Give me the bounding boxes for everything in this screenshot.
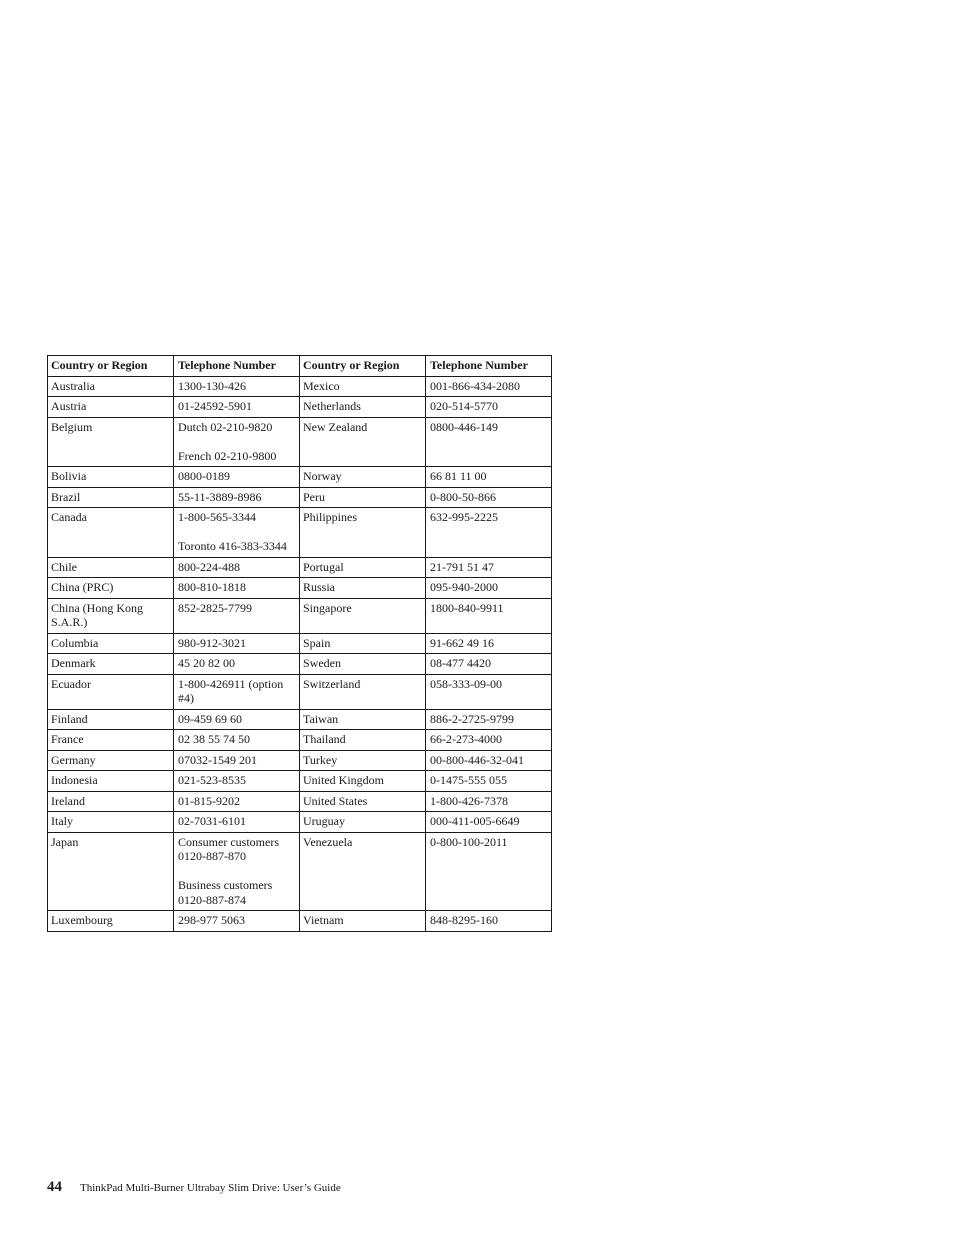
country-cell (300, 812, 426, 833)
phone-cell (426, 654, 552, 675)
phone-cell (426, 417, 552, 467)
cell-text: French 02-210-9800 (178, 448, 277, 463)
cell-text: 1800-840-9911 (430, 600, 504, 615)
table-row (48, 376, 552, 397)
cell-text: 0800-446-149 (430, 419, 498, 434)
country-cell (48, 508, 174, 558)
cell-text: 095-940-2000 (430, 580, 498, 594)
phone-cell (174, 417, 300, 467)
table-row (48, 791, 552, 812)
phone-cell (426, 397, 552, 418)
country-cell (300, 709, 426, 730)
table-row (48, 832, 552, 911)
phone-cell (174, 911, 300, 932)
cell-text: Netherlands (303, 399, 361, 413)
cell-text: 45 20 82 00 (178, 656, 235, 670)
cell-text: Uruguay (303, 814, 345, 828)
table-row (48, 771, 552, 792)
phone-cell (426, 832, 552, 911)
cell-text: 1-800-426911 (option #4) (178, 676, 284, 705)
cell-text: 298-977 5063 (178, 913, 245, 927)
cell-text: 1-800-565-3344 (178, 510, 256, 524)
country-cell (300, 467, 426, 488)
cell-text: Consumer customers 0120-887-870 (178, 834, 279, 863)
cell-text: 848-8295-160 (430, 913, 498, 927)
cell-text: Thailand (303, 732, 346, 746)
cell-text: Denmark (51, 656, 96, 670)
country-cell (300, 376, 426, 397)
country-cell (48, 487, 174, 508)
table-row (48, 397, 552, 418)
country-cell (300, 750, 426, 771)
page-footer (47, 1178, 341, 1196)
phone-cell (174, 791, 300, 812)
country-cell (48, 397, 174, 418)
phone-cell (426, 633, 552, 654)
cell-text: 08-477 4420 (430, 656, 491, 670)
phone-cell (426, 709, 552, 730)
country-cell (300, 417, 426, 467)
cell-text: 66-2-273-4000 (430, 732, 502, 746)
phone-cell (426, 376, 552, 397)
cell-text: Peru (303, 489, 325, 504)
cell-text: Russia (303, 580, 336, 594)
cell-text: 058-333-09-00 (430, 676, 502, 691)
phone-cell (426, 598, 552, 633)
cell-text: 02-7031-6101 (178, 814, 246, 828)
phone-cell (174, 730, 300, 751)
cell-text: 66 81 11 00 (430, 469, 487, 483)
country-cell (300, 508, 426, 558)
phone-cell (426, 467, 552, 488)
table-row (48, 467, 552, 488)
table-row (48, 487, 552, 508)
country-cell (48, 791, 174, 812)
country-cell (300, 771, 426, 792)
phone-cell (426, 812, 552, 833)
phone-cell (426, 487, 552, 508)
cell-text: 1-800-426-7378 (430, 793, 508, 808)
cell-text: Taiwan (303, 711, 339, 726)
cell-text: 632-995-2225 (430, 510, 498, 524)
phone-cell (174, 750, 300, 771)
cell-text: United Kingdom (303, 773, 384, 787)
country-cell (48, 832, 174, 911)
cell-text: 980-912-3021 (178, 635, 246, 650)
cell-text: France (51, 732, 84, 746)
country-cell (48, 598, 174, 633)
country-cell (48, 709, 174, 730)
country-cell (300, 487, 426, 508)
table-row (48, 654, 552, 675)
cell-text: Ecuador (51, 676, 91, 691)
cell-text: Norway (303, 469, 342, 483)
table-row (48, 598, 552, 633)
cell-text: 09-459 69 60 (178, 711, 242, 726)
country-cell (300, 578, 426, 599)
phone-cell (174, 832, 300, 911)
phone-cell (426, 730, 552, 751)
cell-text: Chile (51, 559, 77, 574)
phone-cell (174, 487, 300, 508)
cell-text: Bolivia (51, 469, 87, 483)
country-cell (300, 832, 426, 911)
cell-text: Dutch 02-210-9820 (178, 419, 273, 434)
table-row (48, 508, 552, 558)
cell-text: Finland (51, 711, 88, 726)
phone-cell (174, 467, 300, 488)
header-phone-right: Telephone Number (426, 356, 552, 377)
cell-text: 55-11-3889-8986 (178, 489, 262, 504)
cell-text: Austria (51, 399, 87, 413)
header-country-left: Country or Region (48, 356, 174, 377)
cell-text: Spain (303, 635, 331, 650)
table-row (48, 674, 552, 709)
phone-cell (426, 911, 552, 932)
table-row (48, 709, 552, 730)
country-cell (300, 397, 426, 418)
cell-text: 000-411-005-6649 (430, 814, 520, 828)
cell-text: New Zealand (303, 419, 368, 434)
table-row (48, 578, 552, 599)
country-cell (48, 467, 174, 488)
cell-text: Mexico (303, 378, 340, 393)
cell-text: 886-2-2725-9799 (430, 711, 514, 726)
phone-cell (174, 508, 300, 558)
cell-text: China (PRC) (51, 580, 114, 594)
phone-cell (426, 508, 552, 558)
phone-cell (426, 791, 552, 812)
phone-cell (426, 578, 552, 599)
cell-text: Toronto 416-383-3344 (178, 539, 287, 553)
cell-text: Portugal (303, 559, 344, 574)
page-number: 44 (47, 1179, 62, 1195)
phone-number-table (47, 355, 552, 932)
phone-cell (426, 674, 552, 709)
phone-cell (174, 633, 300, 654)
country-cell (300, 633, 426, 654)
header-country-right: Country or Region (300, 356, 426, 377)
cell-text: 0-1475-555 055 (430, 773, 507, 787)
table-header-row (48, 356, 552, 377)
table-row (48, 750, 552, 771)
phone-cell (174, 812, 300, 833)
cell-text: Sweden (303, 656, 341, 670)
country-cell (300, 791, 426, 812)
country-cell (48, 557, 174, 578)
cell-text: 02 38 55 74 50 (178, 732, 250, 746)
country-cell (300, 598, 426, 633)
cell-text: Luxembourg (51, 913, 113, 927)
cell-text: Venezuela (303, 834, 353, 849)
cell-text: Ireland (51, 793, 85, 808)
cell-text: Brazil (51, 489, 81, 504)
cell-text: 0-800-100-2011 (430, 834, 508, 849)
country-cell (48, 654, 174, 675)
country-cell (48, 376, 174, 397)
phone-cell (426, 750, 552, 771)
table-row (48, 812, 552, 833)
phone-cell (174, 376, 300, 397)
cell-text: Australia (51, 378, 95, 393)
cell-text: 800-224-488 (178, 559, 240, 574)
cell-text: 0-800-50-866 (430, 489, 496, 504)
phone-cell (174, 674, 300, 709)
cell-text: United States (303, 793, 368, 808)
country-cell (48, 633, 174, 654)
header-phone-left: Telephone Number (174, 356, 300, 377)
cell-text: 0800-0189 (178, 469, 230, 483)
cell-text: Turkey (303, 752, 338, 767)
cell-text: Belgium (51, 419, 93, 434)
cell-text: Germany (51, 752, 96, 767)
country-cell (48, 674, 174, 709)
cell-text: 91-662 49 16 (430, 635, 494, 650)
cell-text: 852-2825-7799 (178, 600, 252, 615)
cell-text: 01-24592-5901 (178, 399, 252, 413)
cell-text: Vietnam (303, 913, 344, 927)
table-row (48, 730, 552, 751)
cell-text: 21-791 51 47 (430, 559, 494, 574)
phone-cell (174, 397, 300, 418)
cell-text: 01-815-9202 (178, 793, 240, 808)
table-row (48, 417, 552, 467)
country-cell (48, 911, 174, 932)
cell-text: Japan (51, 834, 79, 849)
cell-text: China (Hong Kong S.A.R.) (51, 600, 143, 629)
cell-text: Business customers 0120-887-874 (178, 878, 273, 907)
country-cell (48, 750, 174, 771)
country-cell (300, 654, 426, 675)
phone-cell (426, 557, 552, 578)
cell-text: Canada (51, 510, 87, 524)
cell-text: 021-523-8535 (178, 773, 246, 787)
cell-text: 800-810-1818 (178, 580, 246, 594)
table-body (48, 376, 552, 931)
footer-title: ThinkPad Multi-Burner Ultrabay Slim Drive: User’s Guide (80, 1182, 341, 1194)
cell-text: 020-514-5770 (430, 399, 498, 413)
phone-cell (174, 598, 300, 633)
cell-text: Indonesia (51, 773, 98, 787)
cell-text: 001-866-434-2080 (430, 378, 520, 393)
cell-text: 1300-130-426 (178, 378, 246, 393)
table-row (48, 911, 552, 932)
cell-text: 07032-1549 201 (178, 752, 257, 767)
country-cell (48, 730, 174, 751)
country-cell (300, 557, 426, 578)
cell-text: Switzerland (303, 676, 361, 691)
country-cell (300, 674, 426, 709)
country-cell (48, 417, 174, 467)
country-cell (48, 812, 174, 833)
phone-cell (174, 709, 300, 730)
phone-cell (174, 557, 300, 578)
phone-cell (174, 578, 300, 599)
cell-text: Italy (51, 814, 73, 828)
phone-cell (174, 654, 300, 675)
cell-text: Columbia (51, 635, 99, 650)
cell-text: Philippines (303, 510, 358, 524)
cell-text: 00-800-446-32-041 (430, 752, 524, 767)
country-cell (48, 578, 174, 599)
table-row (48, 633, 552, 654)
country-cell (300, 730, 426, 751)
country-cell (48, 771, 174, 792)
phone-cell (426, 771, 552, 792)
cell-text: Singapore (303, 600, 352, 615)
table-row (48, 557, 552, 578)
phone-cell (174, 771, 300, 792)
country-cell (300, 911, 426, 932)
